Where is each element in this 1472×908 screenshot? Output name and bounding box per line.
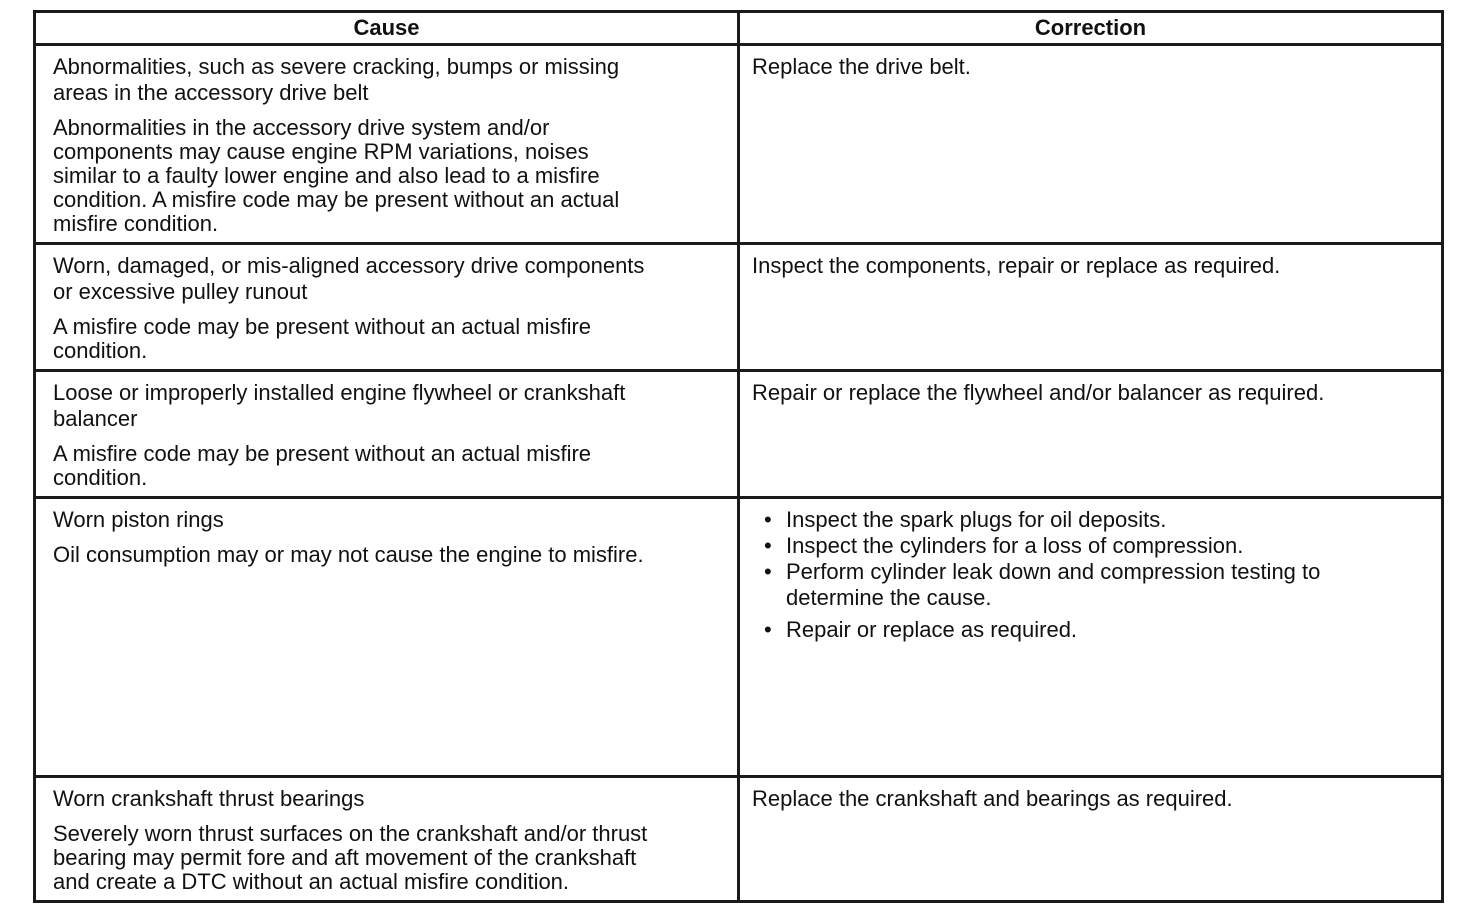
text-line: Abnormalities in the accessory drive system and/or [53, 115, 550, 140]
text-line: similar to a faulty lower engine and also lead to a misfire [53, 163, 600, 188]
text-line: determine the cause. [786, 585, 992, 610]
text-line: condition. [53, 338, 148, 363]
cause-cell [35, 371, 739, 498]
list-item [764, 617, 1431, 643]
cause-title [53, 380, 727, 432]
text-line: Worn crankshaft thrust bearings [53, 786, 365, 811]
text-line: components may cause engine RPM variations, noises [53, 139, 589, 164]
bullet-icon: • [764, 617, 772, 642]
table-row [35, 371, 1443, 498]
list-item [764, 507, 1431, 533]
correction-text: Inspect the components, repair or replace as required. [752, 253, 1281, 278]
cause-title [53, 253, 727, 305]
text-line: Abnormalities, such as severe cracking, bumps or missing [53, 54, 620, 79]
correction-text: Replace the drive belt. [752, 54, 971, 79]
correction-cell [739, 777, 1443, 902]
text-line: Inspect the cylinders for a loss of compression. [786, 533, 1244, 558]
list-item [764, 559, 1431, 611]
table-row [35, 45, 1443, 244]
text-line: condition. A misfire code may be present without an actual [53, 187, 620, 212]
cause-note [53, 543, 727, 567]
cause-correction-table [33, 10, 1444, 903]
text-line: balancer [53, 406, 138, 431]
bullet-icon: • [764, 559, 772, 584]
correction-cell [739, 371, 1443, 498]
text-line: bearing may permit fore and aft movement of the crankshaft [53, 845, 637, 870]
text-line: A misfire code may be present without an actual misfire [53, 314, 592, 339]
text-line: Inspect the spark plugs for oil deposits. [786, 507, 1167, 532]
text-line: Worn, damaged, or mis-aligned accessory drive components [53, 253, 645, 278]
correction-column-header: Correction [739, 12, 1443, 45]
cause-title [53, 786, 727, 812]
table-row [35, 244, 1443, 371]
correction-text: Repair or replace the flywheel and/or balancer as required. [752, 380, 1325, 405]
correction-cell [739, 244, 1443, 371]
cause-cell [35, 498, 739, 777]
bullet-icon: • [764, 507, 772, 532]
text-line: condition. [53, 465, 148, 490]
text-line: or excessive pulley runout [53, 279, 308, 304]
list-item [764, 533, 1431, 559]
text-line: misfire condition. [53, 211, 219, 236]
text-line: Oil consumption may or may not cause the engine to misfire. [53, 542, 644, 567]
cause-cell [35, 777, 739, 902]
header-row [35, 12, 1443, 45]
text-line: Perform cylinder leak down and compression testing to [786, 559, 1321, 584]
text-line: Severely worn thrust surfaces on the crankshaft and/or thrust [53, 821, 648, 846]
cause-note [53, 315, 727, 363]
cause-note [53, 116, 727, 236]
bullet-icon: • [764, 533, 772, 558]
cause-title [53, 507, 727, 533]
cause-note [53, 442, 727, 490]
cause-title [53, 54, 727, 106]
cause-column-header: Cause [35, 12, 739, 45]
table-row [35, 777, 1443, 902]
text-line: Loose or improperly installed engine flywheel or crankshaft [53, 380, 626, 405]
correction-steps-list [752, 507, 1431, 643]
text-line: Worn piston rings [53, 507, 224, 532]
cause-note [53, 822, 727, 894]
cause-cell [35, 45, 739, 244]
cause-cell [35, 244, 739, 371]
text-line: Repair or replace as required. [786, 617, 1078, 642]
correction-cell [739, 498, 1443, 777]
text-line: and create a DTC without an actual misfire condition. [53, 869, 570, 894]
correction-text: Replace the crankshaft and bearings as required. [752, 786, 1233, 811]
text-line: areas in the accessory drive belt [53, 80, 369, 105]
table-row [35, 498, 1443, 777]
correction-cell [739, 45, 1443, 244]
text-line: A misfire code may be present without an actual misfire [53, 441, 592, 466]
